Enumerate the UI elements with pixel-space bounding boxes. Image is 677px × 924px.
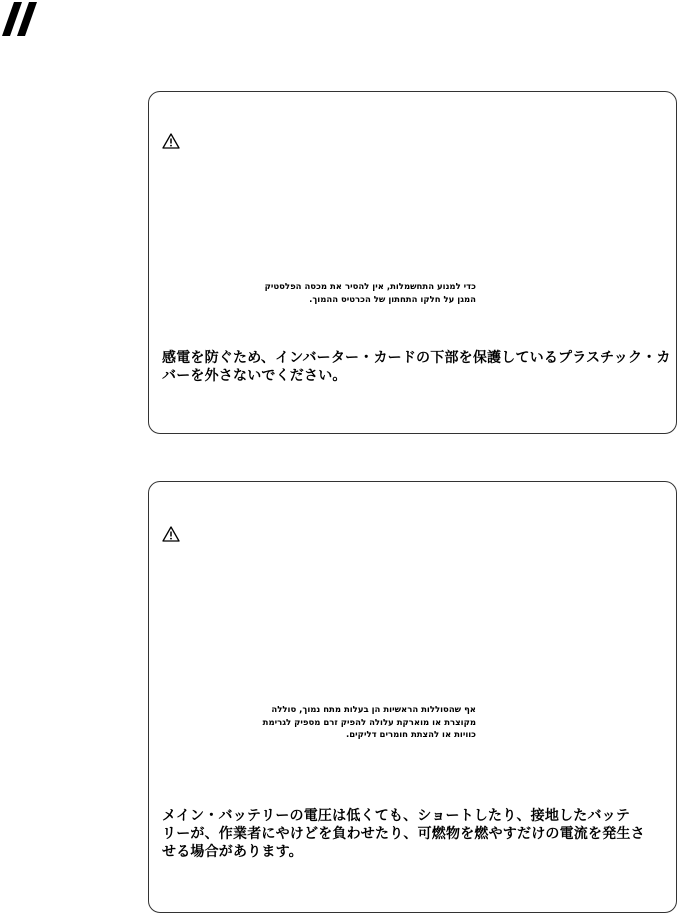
- hebrew-line: אף שהסוללות הראשיות הן בעלות מתח נמוך, סוללה: [271, 705, 476, 715]
- notice-box-battery: [148, 481, 677, 913]
- notice-box-inverter: [148, 91, 677, 434]
- hebrew-line: כדי למנוע התחשמלות, אין להסיר את מכסה הפלסטיק: [264, 282, 476, 292]
- japanese-line: メイン・バッテリーの電圧は低くても、ショートしたり、接地したバッテ: [162, 808, 631, 824]
- japanese-warning-text: [162, 807, 662, 861]
- warning-triangle-icon: [162, 526, 180, 542]
- hebrew-warning-text: [263, 704, 476, 742]
- hebrew-warning-text: [265, 281, 476, 306]
- double-slash-logo-icon: [2, 2, 38, 36]
- hebrew-line: המגן על חלקו התחתון של הכרטיס ההמוך.: [309, 294, 476, 305]
- japanese-line: せる場合があります。: [162, 844, 303, 860]
- hebrew-line: מקוצרת או מוארקת עלולה להפיק זרם מספיק לגרימת: [262, 717, 476, 728]
- japanese-warning-text: [162, 349, 671, 385]
- japanese-line: リーが、作業者にやけどを負わせたり、可燃物を燃やすだけの電流を発生さ: [162, 826, 645, 842]
- hebrew-line: כוויות או להצתת חומרים דליקים.: [346, 730, 476, 740]
- japanese-line: バーを外さないでください。: [162, 368, 347, 384]
- japanese-line: 感電を防ぐため、インバーター・カードの下部を保護しているプラスチック・カ: [162, 350, 671, 366]
- warning-triangle-icon: [162, 133, 180, 149]
